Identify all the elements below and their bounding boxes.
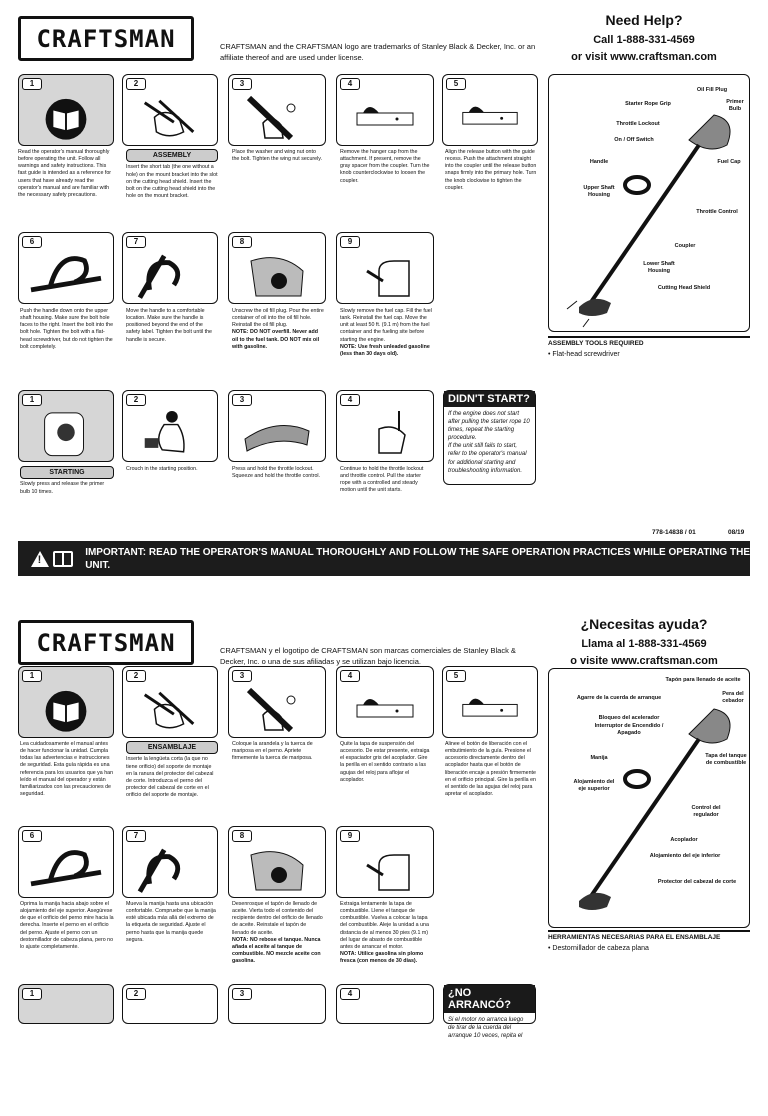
step-number: 8 [232,236,252,248]
label-fuel-cap: Tapa del tanque de combustible [705,753,747,766]
step-number: 1 [22,394,42,406]
starting-label: STARTING [20,466,114,479]
step-number: 7 [126,830,146,842]
didnt-start-p1: If the engine does not start after pulling the starter rope 10 times, repeat the starting procedure. [448,411,530,442]
start-step-1-text [20,466,114,496]
tools-item-text: Destornillador de cabeza plana [552,945,649,952]
label-lower-shaft-housing: Lower Shaft Housing [643,261,675,274]
label-fuel-cap: Fuel Cap [717,159,741,165]
step-9-note: NOTA: Utilice gasolina sin plomo fresca (con menos de 30 días). [340,950,424,965]
step-number: 3 [232,670,252,682]
coupler-drawing [349,685,421,735]
manual-icon [53,551,73,567]
step-1-illustration [18,74,114,146]
help-title: ¿Necesitas ayuda? [580,616,708,632]
step-8-note: NOTA: NO rebose el tanque. Nunca añada el aceite al tanque de combustible. NO mezcle aceite con gasolina. [232,936,321,965]
start-step-1-illustration [18,984,114,1024]
label-coupler: Acoplador [670,837,698,843]
start-step-1-illustration [18,390,114,462]
manual-book-icon [31,685,101,734]
step-9-text [340,308,432,358]
assembly-tools [548,336,750,358]
label-primer-bulb: Pera del cebador [722,691,744,704]
trimmer-parts-diagram [548,74,750,332]
step-number: 4 [340,988,360,1000]
step-7-illustration [122,232,218,304]
step-4-text: Remove the hanger cap from the attachment. If present, remove the gray spacer from the coupler. Turn the knob counterclockwise to loosen the coupler. [340,149,430,184]
step-number: 8 [232,830,252,842]
label-cutting-head-shield: Protector del cabezal de corte [657,879,737,885]
trimmer-drawing [549,75,751,333]
coupler-insert-drawing [455,93,525,142]
step-number: 5 [446,670,466,682]
step-6-text: Oprima la manija hacia abajo sobre el alojamiento del eje superior. Asegúrese de que el orificio del perno mire hacia la derecha. Inserte el perno en el orificio del perno. Ajuste el perno con un destornillador de cabeza plana, pero no lo ajuste completamente. [20,901,114,950]
help-title: Need Help? [605,12,683,28]
step-7-illustration [122,826,218,898]
start-step-4-text: Continue to hold the throttle lockout and throttle control. Pull the starter rope with a controlled and steady motion until the unit starts. [340,466,424,494]
step-number: 2 [126,394,146,406]
label-oil-fill-plug: Tapón para llenado de aceite [665,677,741,683]
step-number: 2 [126,78,146,90]
label-throttle-lockout: Throttle Lockout [616,121,660,127]
label-primer-bulb: Primer Bulb [726,99,744,112]
step-9-body: Slowly remove the fuel cap. Fill the fuel tank. Reinstall the fuel cap. Move the unit at least 50 ft. (9.1 m) from the fuel container and the fueling site before starting the engine. [340,308,432,343]
step-8-text [232,901,324,965]
step-number: 5 [446,78,466,90]
tools-title: HERRAMIENTAS NECESARIAS PARA EL ENSAMBLAJE [548,934,721,941]
help-phone: Call 1-888-331-4569 [593,34,695,46]
handle-drawing [31,845,101,894]
step-number: 7 [126,236,146,248]
step-3-text: Coloque la arandela y la tuerca de mariposa en el perno. Apriete firmemente la tuerca de mariposa. [232,741,313,762]
help-block [556,12,732,65]
label-throttle-control: Control del regulador [691,805,721,818]
warning-icons [18,541,85,576]
step-6-illustration [18,232,114,304]
revision-date: 08/19 [728,529,745,536]
step-5-illustration [442,666,538,738]
trademark-notice: CRAFTSMAN and the CRAFTSMAN logo are trademarks of Stanley Black & Decker, Inc. or an affiliate thereof and are used under license. [220,42,536,62]
start-step-2-illustration [122,984,218,1024]
shield-bracket-drawing [135,93,205,142]
trimmer-drawing [549,669,751,929]
step-2-illustration [122,666,218,738]
step-number: 4 [340,670,360,682]
didnt-start-title: ¿NO ARRANCÓ? [444,985,535,1013]
start-step-1-body: Slowly press and release the primer bulb 10 times. [20,481,105,495]
label-cutting-head-shield: Cutting Head Shield [657,285,711,291]
throttle-grip-drawing [241,409,313,459]
fuel-fill-drawing [349,845,421,895]
step-1-text: Read the operator's manual thoroughly before operating the unit. Follow all warnings and safety instructions. This fast guide is intended as a reference for users that have already read the operator's manual and are familiar with the necessary safety precautions. [18,149,112,198]
didnt-start-body: Si el motor no arranca luego de tirar de la cuerda del arranque 10 veces, repita el [448,1017,524,1040]
label-throttle-control: Throttle Control [696,209,738,215]
step-2-text [126,149,218,200]
step-number: 4 [340,78,360,90]
step-8-illustration [228,232,326,304]
step-number: 1 [22,988,42,1000]
step-9-note: NOTE: Use fresh unleaded gasoline (less than 30 days old). [340,343,430,357]
coupler-insert-drawing [455,685,525,734]
label-handle: Handle [589,159,609,165]
step-9-illustration [336,826,434,898]
step-3-illustration [228,666,326,738]
tools-item-text: Flat-head screwdriver [552,351,620,358]
coupler-drawing [349,93,421,143]
step-9-illustration [336,232,434,304]
label-lower-shaft-housing: Alojamiento del eje inferior [649,853,721,859]
step-1-illustration [18,666,114,738]
step-number: 1 [22,78,42,90]
step-4-illustration [336,666,434,738]
step-number: 1 [22,670,42,682]
wing-nut-drawing [241,93,313,143]
primer-bulb-drawing [31,409,101,458]
step-9-text [340,901,432,965]
start-step-3-illustration [228,984,326,1024]
crouch-position-drawing [135,409,205,458]
didnt-start-box [443,390,536,485]
step-2-text [126,741,218,799]
step-number: 9 [340,236,360,248]
assembly-label: ASSEMBLY [126,149,218,162]
oil-fill-drawing [241,251,313,301]
fuel-fill-drawing [349,251,421,301]
craftsman-logo: CRAFTSMAN [18,16,194,61]
step-3-illustration [228,74,326,146]
craftsman-logo: CRAFTSMAN [18,620,194,665]
step-2-body: Insert the short tab (the one without a hole) on the mount bracket into the slot on the cutting head shield. Insert the bolt on the cutting head shield into the hole on the mount bracket. [126,164,218,199]
step-6-text: Push the handle down onto the upper shaft housing. Make sure the bolt hole faces to the right. Insert the bolt into the bolt hole. Tighten the bolt with a flat-head screwdriver, but do not tighten the bolt completely. [20,308,114,350]
help-phone: Llama al 1-888-331-4569 [581,638,707,650]
part-code: 778-14838 / 01 [652,529,696,536]
label-upper-shaft-housing: Upper Shaft Housing [583,185,615,198]
help-website: o visite www.craftsman.com [570,654,718,667]
label-coupler: Coupler [674,243,696,249]
label-oil-fill-plug: Oil Fill Plug [696,87,728,93]
trademark-notice: CRAFTSMAN y el logotipo de CRAFTSMAN son marcas comerciales de Stanley Black & Decker, Inc. o una de sus afiliadas y se utilizan bajo licencia. [220,646,516,666]
step-number: 3 [232,78,252,90]
tools-item: • Destornillador de cabeza plana [548,945,649,952]
step-number: 3 [232,988,252,1000]
label-handle: Manija [590,755,608,761]
pull-rope-drawing [349,409,421,459]
step-number: 2 [126,988,146,1000]
step-9-body: Extraiga lentamente la tapa de combustible. Llene el tanque de combustible. Vuelva a colocar la tapa del combustible. Aleje la unidad a una distancia de al menos 30 pies (9.1 m) del lugar de abasto de combustible antes de arrancar el motor. [340,901,429,950]
warning-triangle-icon: ! [31,551,49,567]
trimmer-parts-diagram [548,668,750,928]
step-8-body: Desenrosque el tapón de llenado de aceite. Vierta todo el contenido del recipiente dentro del orificio de llenado de aceite. Reinstale el tapón de llenado de aceite. [232,901,323,936]
oil-fill-drawing [241,845,313,895]
manual-book-icon [31,93,101,142]
step-8-illustration [228,826,326,898]
step-8-text [232,308,324,351]
didnt-start-box [443,984,536,1040]
step-1-text: Lea cuidadosamente el manual antes de hacer funcionar la unidad. Cumpla todas las advertencias e instrucciones de seguridad. Esta guía rápida es una referencia para los usuarios que ya han leído el manual del operador y están familiarizados con las precauciones de seguridad. [20,741,114,797]
handle-drawing [31,251,101,300]
step-6-illustration [18,826,114,898]
step-number: 2 [126,670,146,682]
start-step-4-illustration [336,984,434,1024]
start-step-3-text: Press and hold the throttle lockout. Squeeze and hold the throttle control. [232,466,321,480]
step-7-text: Move the handle to a comfortable location. Make sure the handle is positioned beyond the end of the safety label. Tighten the bolt until the handle is secure. [126,308,212,343]
step-number: 6 [22,830,42,842]
assembly-tools [548,930,750,952]
tools-item: • Flat-head screwdriver [548,351,620,358]
step-2-body: Inserte la lengüeta corta (la que no tiene orificio) del soporte de montaje en la ranura del protector del cabezal de corte. Introduzca el perno del protector del cabezal de corte en el orificio del soporte de montaje. [126,756,214,799]
step-7-text: Mueva la manija hasta una ubicación confortable. Compruebe que la manija esté ubicada más allá del extremo de la etiqueta de seguridad. Ajuste el perno hasta que la manija quede segura. [126,901,216,943]
help-website: or visit www.craftsman.com [571,50,717,63]
handle-position-drawing [135,845,205,894]
step-8-note: NOTE: DO NOT overfill. Never add oil to the fuel tank. DO NOT mix oil with gasoline. [232,329,320,350]
important-banner [18,541,750,576]
start-step-3-illustration [228,390,326,462]
important-text: IMPORTANT: READ THE OPERATOR'S MANUAL THOROUGHLY AND FOLLOW THE SAFE OPERATION PRACTICES WHILE OPERATING THE UNIT. [85,546,750,571]
shield-bracket-drawing [135,685,205,734]
step-number: 3 [232,394,252,406]
step-8-body: Unscrew the oil fill plug. Pour the entire container of oil into the oil fill hole. Reinstall the oil fill plug. [232,308,324,329]
start-step-2-illustration [122,390,218,462]
step-5-illustration [442,74,538,146]
start-step-2-text: Crouch in the starting position. [126,466,198,472]
step-5-text: Alinee el botón de liberación con el embutimiento de la guía. Presione el accesorio directamente dentro del acoplador hasta que el botón de liberación encaje a presión firmemente en el orificio principal. Gire la perilla en el sentido de las agujas del reloj para apretar el acoplador. [445,741,536,797]
step-4-illustration [336,74,434,146]
label-on-off-switch: Interruptor de Encendido / Apagado [594,723,664,736]
step-number: 9 [340,830,360,842]
handle-position-drawing [135,251,205,300]
label-on-off-switch: On / Off Switch [614,137,654,143]
help-block [556,616,732,669]
step-5-text: Align the release button with the guide recess. Push the attachment straight into the coupler until the release button snaps firmly into the primary hole. Turn the knob clockwise to tighten the coupler. [445,149,537,191]
assembly-label: ENSAMBLAJE [126,741,218,754]
label-upper-shaft-housing: Alojamiento del eje superior [573,779,615,792]
step-3-text: Place the washer and wing nut onto the bolt. Tighten the wing nut securely. [232,149,323,163]
label-starter-rope-grip: Starter Rope Grip [625,101,671,107]
step-4-text: Quite la tapa de suspensión del accesorio. De estar presente, extraiga el espaciador gris del acoplador. Gire la perilla en el sentido contrario a las agujas del reloj para aflojar el acoplador. [340,741,430,783]
didnt-start-body [444,407,535,478]
label-throttle-lockout: Bloqueo del acelerador [598,715,660,721]
step-number: 4 [340,394,360,406]
step-number: 6 [22,236,42,248]
label-starter-rope-grip: Agarre de la cuerda de arranque [576,695,662,701]
start-step-4-illustration [336,390,434,462]
didnt-start-title: DIDN'T START? [444,391,535,407]
wing-nut-drawing [241,685,313,735]
step-2-illustration [122,74,218,146]
didnt-start-p2: If the unit still fails to start, refer to the operator's manual for additional starting and troubleshooting information. [448,443,527,474]
tools-title: ASSEMBLY TOOLS REQUIRED [548,340,644,347]
spanish-guide [0,604,768,1116]
